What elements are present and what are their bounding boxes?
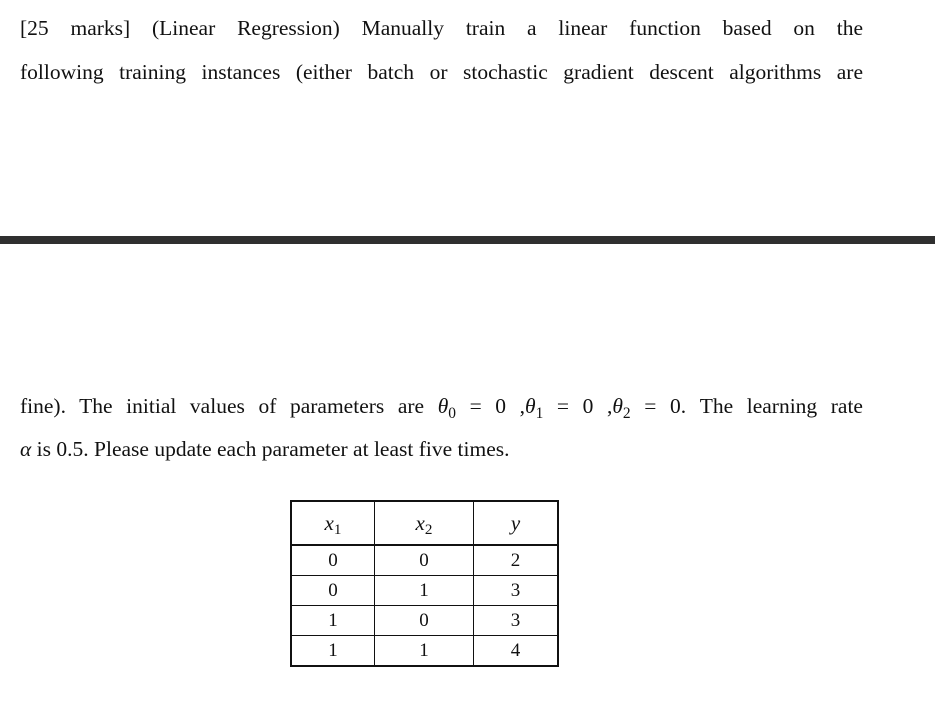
question-line-1: [25 marks] (Linear Regression) Manually train a linear function based on the [20,16,863,40]
question-line-3 [20,392,863,423]
table-row [291,606,558,636]
cell-x2: 0 [375,545,474,576]
cell-x1: 0 [291,576,375,606]
training-data-table [290,500,559,667]
page-divider [0,236,935,244]
theta-1: $\theta_1 = 0$ , [525,394,613,422]
theta-0: $\theta_0 = 0$ , [437,394,526,422]
question-line-4-text: is 0.5. Please update each parameter at least five times. [36,437,510,461]
params-intro: fine). The initial values of parameters are [20,394,425,418]
header-x2: $x_2$ [375,501,474,545]
cell-y: 2 [474,545,559,576]
question-line-4 [20,435,509,463]
question-line-2: following training instances (either batch or stochastic gradient descent algorithms are [20,60,863,84]
cell-x1: 0 [291,545,375,576]
learning-rate-intro: 0. The learning rate [669,394,863,418]
header-x1: $x_1$ [291,501,375,545]
table-row [291,545,558,576]
cell-x1: 1 [291,606,375,636]
table-row [291,636,558,667]
theta-2: $\theta_2$ = [612,394,657,422]
cell-y: 3 [474,606,559,636]
cell-x2: 1 [375,576,474,606]
cell-y: 3 [474,576,559,606]
alpha-symbol: α [20,437,32,461]
cell-y: 4 [474,636,559,667]
cell-x2: 0 [375,606,474,636]
cell-x1: 1 [291,636,375,667]
table-row [291,576,558,606]
header-y: y [474,501,559,545]
table-header-row [291,501,558,545]
cell-x2: 1 [375,636,474,667]
